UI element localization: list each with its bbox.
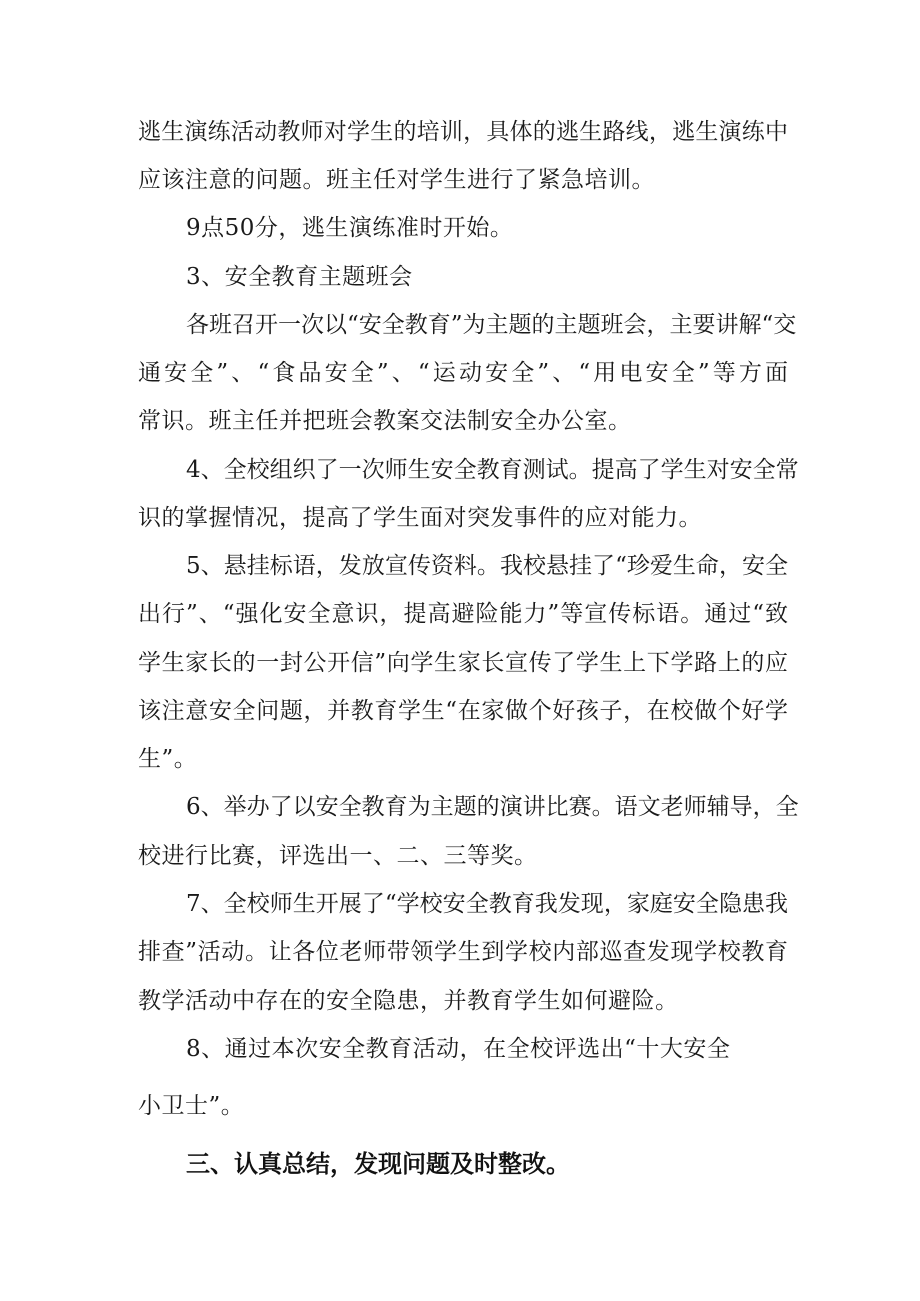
paragraph-line: 9点50分，逃生演练准时开始。 xyxy=(186,215,514,241)
paragraph-line: 逃生演练活动教师对学生的培训，具体的逃生路线，逃生演练中 xyxy=(138,119,788,145)
paragraph-line: 通安全”、“食品安全”、“运动安全”、“用电安全”等方面 xyxy=(138,360,788,386)
paragraph-line: 各班召开一次以“安全教育”为主题的主题班会，主要讲解“交 xyxy=(186,312,797,338)
paragraph-line: 5、悬挂标语，发放宣传资料。我校悬挂了“珍爱生命，安全 xyxy=(186,553,788,579)
paragraph-line: 应该注意的问题。班主任对学生进行了紧急培训。 xyxy=(138,167,655,193)
paragraph-line: 8、通过本次安全教育活动，在全校评选出“十大安全 xyxy=(186,1036,731,1062)
paragraph-line: 出行”、“强化安全意识，提高避险能力”等宣传标语。通过“致 xyxy=(138,601,788,627)
paragraph-line: 教学活动中存在的安全隐患，并教育学生如何避险。 xyxy=(138,988,679,1014)
paragraph-line: 常识。班主任并把班会教案交法制安全办公室。 xyxy=(138,408,632,434)
paragraph-line: 6、举办了以安全教育为主题的演讲比赛。语文老师辅导，全 xyxy=(186,794,799,820)
paragraph-line: 7、全校师生开展了“学校安全教育我发现，家庭安全隐患我 xyxy=(186,891,788,917)
paragraph-line: 4、全校组织了一次师生安全教育测试。提高了学生对安全常 xyxy=(186,457,799,483)
paragraph-line: 学生家长的一封公开信”向学生家长宣传了学生上下学路上的应 xyxy=(138,650,788,676)
paragraph-line: 小卫士”。 xyxy=(138,1093,245,1119)
paragraph-line: 识的掌握情况，提高了学生面对突发事件的应对能力。 xyxy=(138,505,702,531)
paragraph-line: 生”。 xyxy=(138,746,198,772)
paragraph-line: 该注意安全问题，并教育学生“在家做个好孩子，在校做个好学 xyxy=(138,698,788,724)
paragraph-line: 排查”活动。让各位老师带领学生到学校内部巡查发现学校教育 xyxy=(138,939,788,965)
section-heading: 三、认真总结，发现问题及时整改。 xyxy=(186,1150,570,1178)
paragraph-line: 校进行比赛，评选出一、二、三等奖。 xyxy=(138,843,538,869)
paragraph-line: 3、安全教育主题班会 xyxy=(186,264,413,290)
